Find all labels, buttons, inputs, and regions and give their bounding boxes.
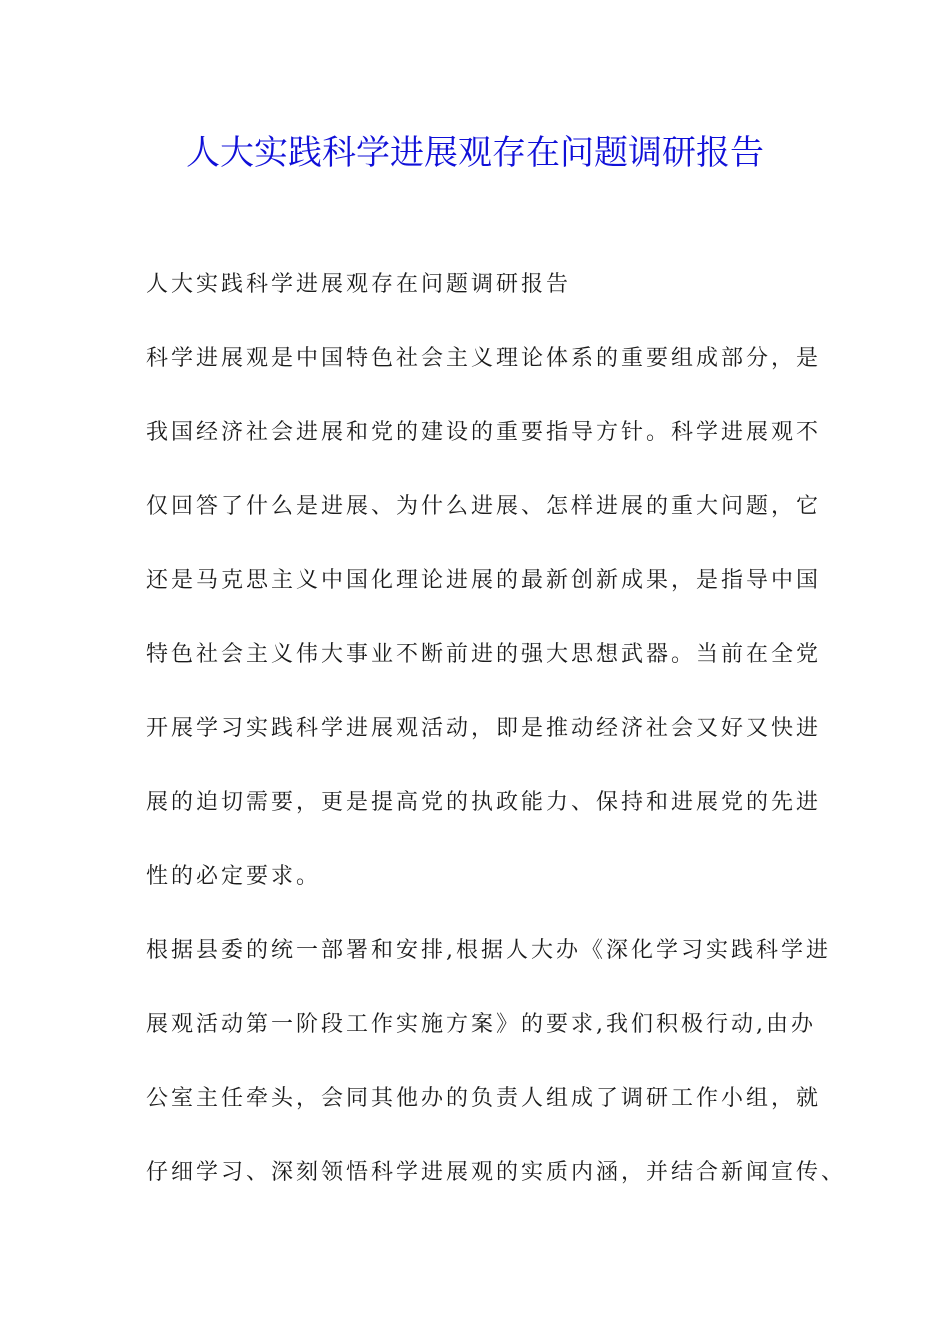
body-line: 特色社会主义伟大事业不断前进的强大思想武器。当前在全党 — [146, 642, 822, 667]
body-line: 性的必定要求。 — [146, 864, 322, 889]
body-line: 开展学习实践科学进展观活动，即是推动经济社会又好又快进 — [146, 716, 822, 741]
document-body — [146, 268, 847, 1230]
body-line: 还是马克思主义中国化理论进展的最新创新成果，是指导中国 — [146, 568, 822, 593]
body-line: 科学进展观是中国特色社会主义理论体系的重要组成部分，是 — [146, 346, 822, 371]
body-line: 展的迫切需要，更是提高党的执政能力、保持和进展党的先进 — [146, 790, 822, 815]
body-line-subtitle: 人大实践科学进展观存在问题调研报告 — [146, 272, 572, 297]
body-line: 我国经济社会进展和党的建设的重要指导方针。科学进展观不 — [146, 420, 822, 445]
body-line: 仅回答了什么是进展、为什么进展、怎样进展的重大问题，它 — [146, 494, 822, 519]
document-title: 人大实践科学进展观存在问题调研报告 — [186, 133, 764, 173]
body-line: 展观活动第一阶段工作实施方案》的要求,我们积极行动,由办 — [146, 1012, 816, 1037]
body-line: 公室主任牵头，会同其他办的负责人组成了调研工作小组，就 — [146, 1086, 822, 1111]
body-line: 仔细学习、深刻领悟科学进展观的实质内涵，并结合新闻宣传、 — [146, 1160, 847, 1185]
body-line: 根据县委的统一部署和安排,根据人大办《深化学习实践科学进 — [146, 938, 831, 963]
